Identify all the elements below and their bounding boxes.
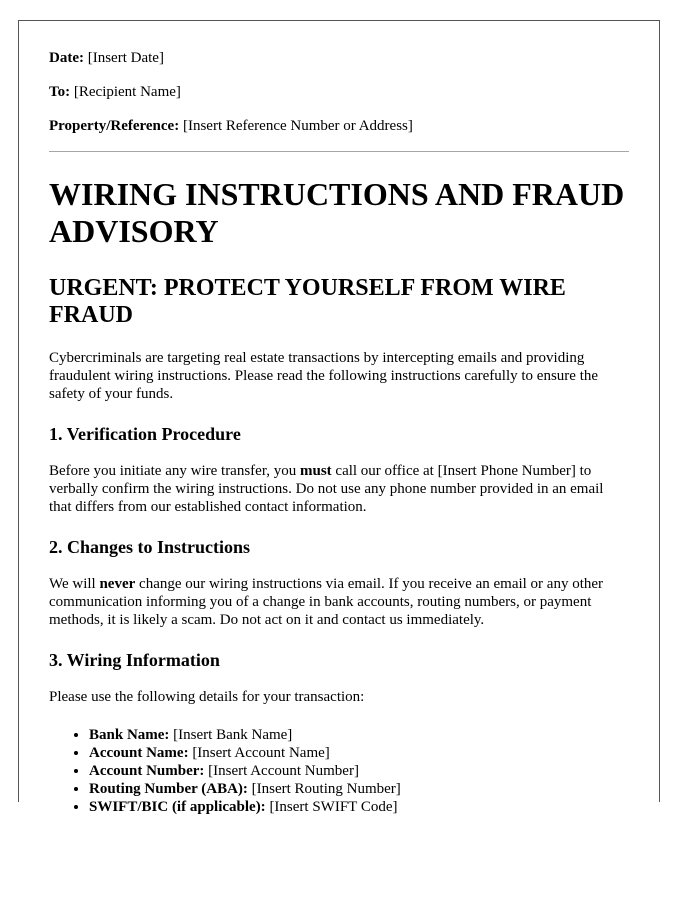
list-item-routing-number [89, 780, 629, 798]
routing-number-label: Routing Number (ABA): [89, 781, 248, 797]
verification-text-end: call our office at [Insert Phone Number] to verbally confirm the wiring instructions. Do not use any phone number provided in an email that differs from our established contact information. [49, 463, 604, 515]
list-item-account-number [89, 762, 629, 780]
swift-value: [Insert SWIFT Code] [265, 799, 398, 815]
account-number-value: [Insert Account Number] [204, 763, 359, 779]
bank-name-value: [Insert Bank Name] [169, 727, 293, 743]
wiring-details-list [49, 726, 629, 816]
account-name-label: Account Name: [89, 745, 189, 761]
header-divider [49, 151, 629, 152]
recipient-value: [Recipient Name] [73, 84, 181, 100]
changes-text-start: We will [49, 576, 100, 592]
wiring-heading: 3. Wiring Information [49, 650, 220, 670]
wiring-intro: Please use the following details for your transaction: [49, 689, 365, 705]
reference-label: Property/Reference: [49, 118, 180, 134]
verification-emphasis: must [299, 463, 332, 479]
changes-heading: 2. Changes to Instructions [49, 537, 251, 557]
verification-text-start: Before you initiate any wire transfer, you [49, 463, 300, 479]
date-label: Date: [49, 50, 84, 66]
verification-heading: 1. Verification Procedure [49, 424, 241, 444]
list-item-account-name [89, 744, 629, 762]
list-item-bank-name [89, 726, 629, 744]
urgent-subtitle: URGENT: PROTECT YOURSELF FROM WIRE FRAUD [49, 275, 566, 328]
list-item-swift [89, 798, 629, 816]
reference-line [49, 117, 629, 135]
document-title: WIRING INSTRUCTIONS AND FRAUD ADVISORY [49, 176, 625, 249]
verification-paragraph [49, 462, 629, 516]
recipient-line [49, 83, 629, 101]
changes-paragraph [49, 575, 629, 629]
routing-number-value: [Insert Routing Number] [247, 781, 401, 797]
date-value: [Insert Date] [87, 50, 164, 66]
date-line [49, 49, 629, 67]
reference-value: [Insert Reference Number or Address] [182, 118, 413, 134]
bank-name-label: Bank Name: [89, 727, 170, 743]
account-name-value: [Insert Account Name] [188, 745, 330, 761]
changes-emphasis: never [99, 576, 136, 592]
document-body [19, 21, 659, 816]
recipient-label: To: [49, 84, 71, 100]
document-page [18, 20, 660, 815]
account-number-label: Account Number: [89, 763, 205, 779]
swift-label: SWIFT/BIC (if applicable): [89, 799, 266, 815]
intro-paragraph: Cybercriminals are targeting real estate transactions by intercepting emails and providing fraudulent wiring instructions. Please read the following instructions carefully to ensure the safety of your funds. [49, 350, 599, 402]
changes-text-end: change our wiring instructions via email. If you receive an email or any other communication informing you of a change in bank accounts, routing numbers, or payment methods, it is likely a scam. Do not act on it and contact us immediately. [49, 576, 604, 628]
